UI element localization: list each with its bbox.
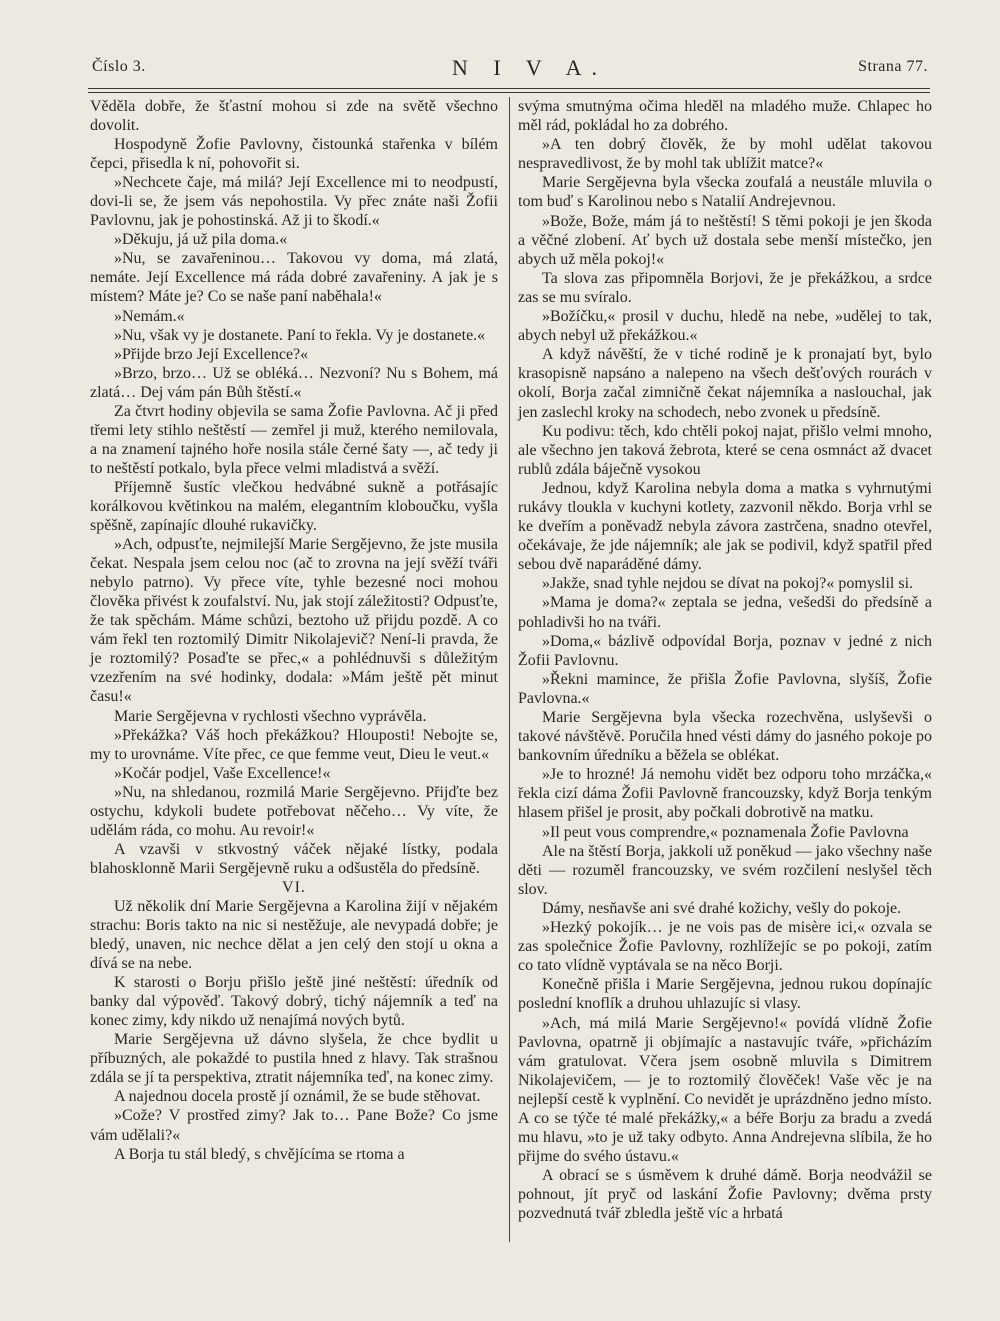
paragraph: »Jakže, snad tyhle nejdou se dívat na pokoj?« pomyslil si.	[542, 575, 914, 593]
paragraph: »Brzo, brzo… Už se obléká… Nezvoní? Nu s Bohem, má zlatá… Dej vám pán Bůh štěstí.«	[90, 364, 498, 401]
paragraph: Marie Sergějevna už dávno slyšela, že chce bydlit u příbuzných, ale pokaždé to pustila hned z hlavy. Tak strašnou zdála se jí ta perspektiva, ztratit nájemníka teď, na konec zimy.	[90, 1031, 498, 1087]
paragraph: Už několik dní Marie Sergějevna a Karolina žijí v nějakém strachu: Boris takto na nic si nestěžuje, ale nevypadá dobře; je bledý, unaven, nic nechce dělat a jen celý den stojí u okna a dívá se na nebe.	[90, 897, 498, 973]
paragraph: »Il peut vous comprendre,« poznamenala Žofie Pavlovna	[542, 823, 909, 841]
paragraph: »Nemám.«	[114, 307, 185, 325]
paragraph: »A ten dobrý člověk, že by mohl udělat takovou nespravedlivost, že by mohl tak ublížit matce?«	[518, 136, 932, 173]
paragraph: Marie Sergějevna byla všecka zoufalá a neustále mluvila o tom buď s Karolinou nebo s Natalií Andrejevnou.	[518, 174, 932, 211]
column-divider	[509, 97, 510, 1242]
paragraph: »Překážka? Váš hoch překážkou? Hlouposti! Nebojte se, my to urovnáme. Víte přec, ce que femme veut, Dieu le veut.«	[90, 726, 498, 763]
header-rule-top	[88, 88, 930, 89]
paragraph: »Je to hrozné! Já nemohu vidět bez odporu toho mrzáčka,« řekla cizí dáma Žofii Pavlovně francouzsky, když Borja tenkým hlasem přišel je prosit, aby počkali dobrotivě na matku.	[518, 766, 932, 822]
paragraph: »Cože? V prostřed zimy? Jak to… Pane Bože? Co jsme vám udělali?«	[90, 1107, 498, 1144]
paragraph: »Ach, má milá Marie Sergějevno!« povídá vlídně Žofie Pavlovna, opatrně ji objímajíc a nastavujíc tváře, »přicházím vám gratulovat. Včera jsem osobně mluvila s Dimitrem Nikolajevičem, — je to roztomilý člověček! Vaše věc je na nejlepší cestě k vyplnění. Co nevidět je uprázdněno jedno místo. A co se týče té malé překážky,« a béře Borju za bradu a zvedá mu hlavu, »to je už taky odbyto. Anna Andrejevna slíbila, že ho přijme do svého ústavu.«	[518, 1014, 932, 1166]
paragraph: »Nechcete čaje, má milá? Její Excellence mi to neodpustí, dovi-li se, že jsem vás nepohostila. Vy přec znáte naši Žofii Pavlovnu, jak je pohostinská. Až ji to škodí.«	[90, 174, 498, 230]
paragraph: Jednou, když Karolina nebyla doma a matka s vyhrnutými rukávy tloukla v kuchyni kotlety, zazvonil někdo. Borja vrhl se ke dveřím a poněvadž nebyla závora zastrčena, snadno otevřel, očekávaje, že jde nájemník; ale jak se podivil, když spatřil před sebou dvě naparáděné dámy.	[518, 479, 932, 574]
paragraph: Konečně přišla i Marie Sergějevna, jednou rukou dopínajíc poslední knoflík a druhou uhlazujíc si vlasy.	[518, 976, 932, 1013]
paragraph: »Děkuju, já už pila doma.«	[114, 231, 288, 249]
left-column-paragraphs	[90, 97, 498, 878]
right-column	[518, 97, 932, 1224]
paragraph: A najednou docela prostě jí oznámil, že se bude stěhovat.	[114, 1088, 481, 1106]
paragraph: »Řekni mamince, že přišla Žofie Pavlovna, slyšíš, Žofie Pavlovna.«	[518, 670, 932, 707]
paragraph: »Mama je doma?« zeptala se jedna, vešedši do předsíně a pohladivši ho na tváři.	[518, 594, 932, 631]
paragraph: Věděla dobře, že šťastní mohou si zde na světě všechno dovolit.	[90, 98, 498, 135]
right-column-paragraphs	[518, 97, 932, 1224]
paragraph: Ale na štěstí Borja, jakkoli už poněkud — jako všechny naše děti — rozuměl francouzsky, ve svém rozčilení neslyšel těch slov.	[518, 842, 932, 898]
paragraph: Marie Sergějevna v rychlosti všechno vyprávěla.	[114, 707, 427, 725]
paragraph: »Božíčku,« prosil v duchu, hledě na nebe, »udělej to tak, abych nebyl už překážkou.«	[518, 308, 932, 345]
page-number: Strana 77.	[858, 58, 928, 75]
paragraph: Hospodyně Žofie Pavlovny, čistounká stařenka v bílém čepci, přisedla k ní, pohovořit si.	[90, 136, 498, 173]
paragraph: »Ach, odpusťte, nejmilejší Marie Sergějevno, že jste musila čekat. Nespala jsem celou noc (ač to zrovna na její svěží tváři nebylo patrno). Vy přece víte, tyhle bezesné noci mohou člověka přivést k zoufalství. Nu, jak stojí záležitosti? Odpusťte, že tak spěchám. Máme schůzi, beztoho už přijdu pozdě. A co vám řekl ten roztomilý Dimitr Nikolajevič? Není-li pravda, že je roztomilý? Posaďte se přec,« a pohlédnuvši s důležitým vzezřením na své hodinky, dodala: »Mám ještě pět minut času!«	[90, 536, 498, 706]
paragraph: A vzavši v stkvostný váček nějaké lístky, podala blahosklonně Marii Sergějevně ruku a odšustěla do předsíně.	[90, 840, 498, 877]
paragraph: »Nu, na shledanou, rozmilá Marie Sergějevno. Přijďte bez ostychu, kdykoli budete potřebovat něčeho… Vy víte, že udělám ráda, co mohu. Au revoir!«	[90, 783, 498, 839]
paragraph: Marie Sergějevna byla všecka rozechvěna, uslyševši o takové návštěvě. Poručila hned vésti dámy do jasného pokoje po bankovním úředníku a běžela se oblékat.	[518, 709, 932, 765]
paragraph: Za čtvrt hodiny objevila se sama Žofie Pavlovna. Ač ji před třemi lety stihlo neštěstí — zemřel ji muž, kterého nemilovala, a na znamení tajného hoře nosila stále černé šaty —, ač tedy ji to neštěstí potkalo, byla přece velmi mladistvá a svěží.	[90, 402, 498, 477]
section-heading: VI.	[282, 878, 306, 896]
issue-number: Číslo 3.	[92, 58, 146, 75]
paragraph: »Doma,« bázlivě odpovídal Borja, poznav v jedné z nich Žofii Pavlovnu.	[518, 632, 932, 669]
paragraph: A když návěští, že v tiché rodině je k pronajatí byt, bylo krasopisně napsáno a nalepeno na všech dešťových rourách v okolí, Borja začal zimničně čekat nájemníka a naslouchal, jak jen zaslechl kroky na schodech, nebo zvonek u předsíně.	[518, 346, 932, 421]
paragraph: »Nu, se zavařeninou… Takovou vy doma, má zlatá, nemáte. Její Excellence má ráda dobré zavařeniny. A jak je s místem? Máte je? Co se naše paní naběhala!«	[90, 250, 498, 306]
paragraph: A obrací se s úsměvem k druhé dámě. Borja neodvážil se pohnout, jít pryč od laskání Žofie Pavlovny; dvěma prsty pozvednutá tvář zbledla ještě víc a hrbatá	[518, 1167, 932, 1223]
header-rule-bottom	[88, 92, 930, 93]
paragraph: »Hezký pokojík… je ne vois pas de misère ici,« ozvala se zas společnice Žofie Pavlovny, rozhlížejíc se po pokoji, zatím co tato vlídně vyptávala se na něco Borji.	[518, 919, 932, 975]
paragraph: Dámy, nesňavše ani své drahé kožichy, vešly do pokoje.	[542, 899, 902, 917]
paragraph: »Bože, Bože, mám já to neštěstí! S těmi pokoji je jen škoda a věčné zlobení. Ať bych už dostala sebe menší místečko, jen abych už měla pokoj!«	[518, 212, 932, 268]
left-column-paragraphs-after	[90, 897, 498, 1164]
paragraph: »Nu, však vy je dostanete. Paní to řekla. Vy je dostanete.«	[114, 326, 486, 344]
paragraph: »Kočár podjel, Vaše Excellence!«	[114, 764, 331, 782]
paragraph: K starosti o Borju přišlo ještě jiné neštěstí: úředník od banky dal výpověď. Takový dobrý, tichý nájemník a teď na konec zimy, kdy nikdo už nenajímá nových bytů.	[90, 974, 498, 1030]
paragraph: Příjemně šustíc vlečkou hedvábné sukně a potřásajíc korálkovou květinkou na malém, elegantním kloboučku, vyšla spěšně, zapínajíc dlouhé rukavičky.	[90, 478, 498, 535]
paragraph: svýma smutnýma očima hleděl na mladého muže. Chlapec ho měl rád, pokládal ho za dobrého.	[518, 98, 932, 135]
left-column	[90, 97, 498, 1164]
paragraph: Ta slova zas připomněla Borjovi, že je překážkou, a srdce zas se mu svíralo.	[518, 269, 932, 306]
paragraph: Ku podivu: těch, kdo chtěli pokoj najat, přišlo velmi mnoho, ale všechno jen taková žebrota, které se cena osmnáct až dvacet rublů zdála báječně vysokou	[518, 422, 932, 478]
paragraph: »Přijde brzo Její Excellence?«	[114, 345, 309, 363]
running-header	[92, 55, 928, 84]
journal-title: N I V A.	[452, 55, 607, 80]
paragraph: A Borja tu stál bledý, s chvějícíma se rtoma a	[114, 1145, 405, 1163]
